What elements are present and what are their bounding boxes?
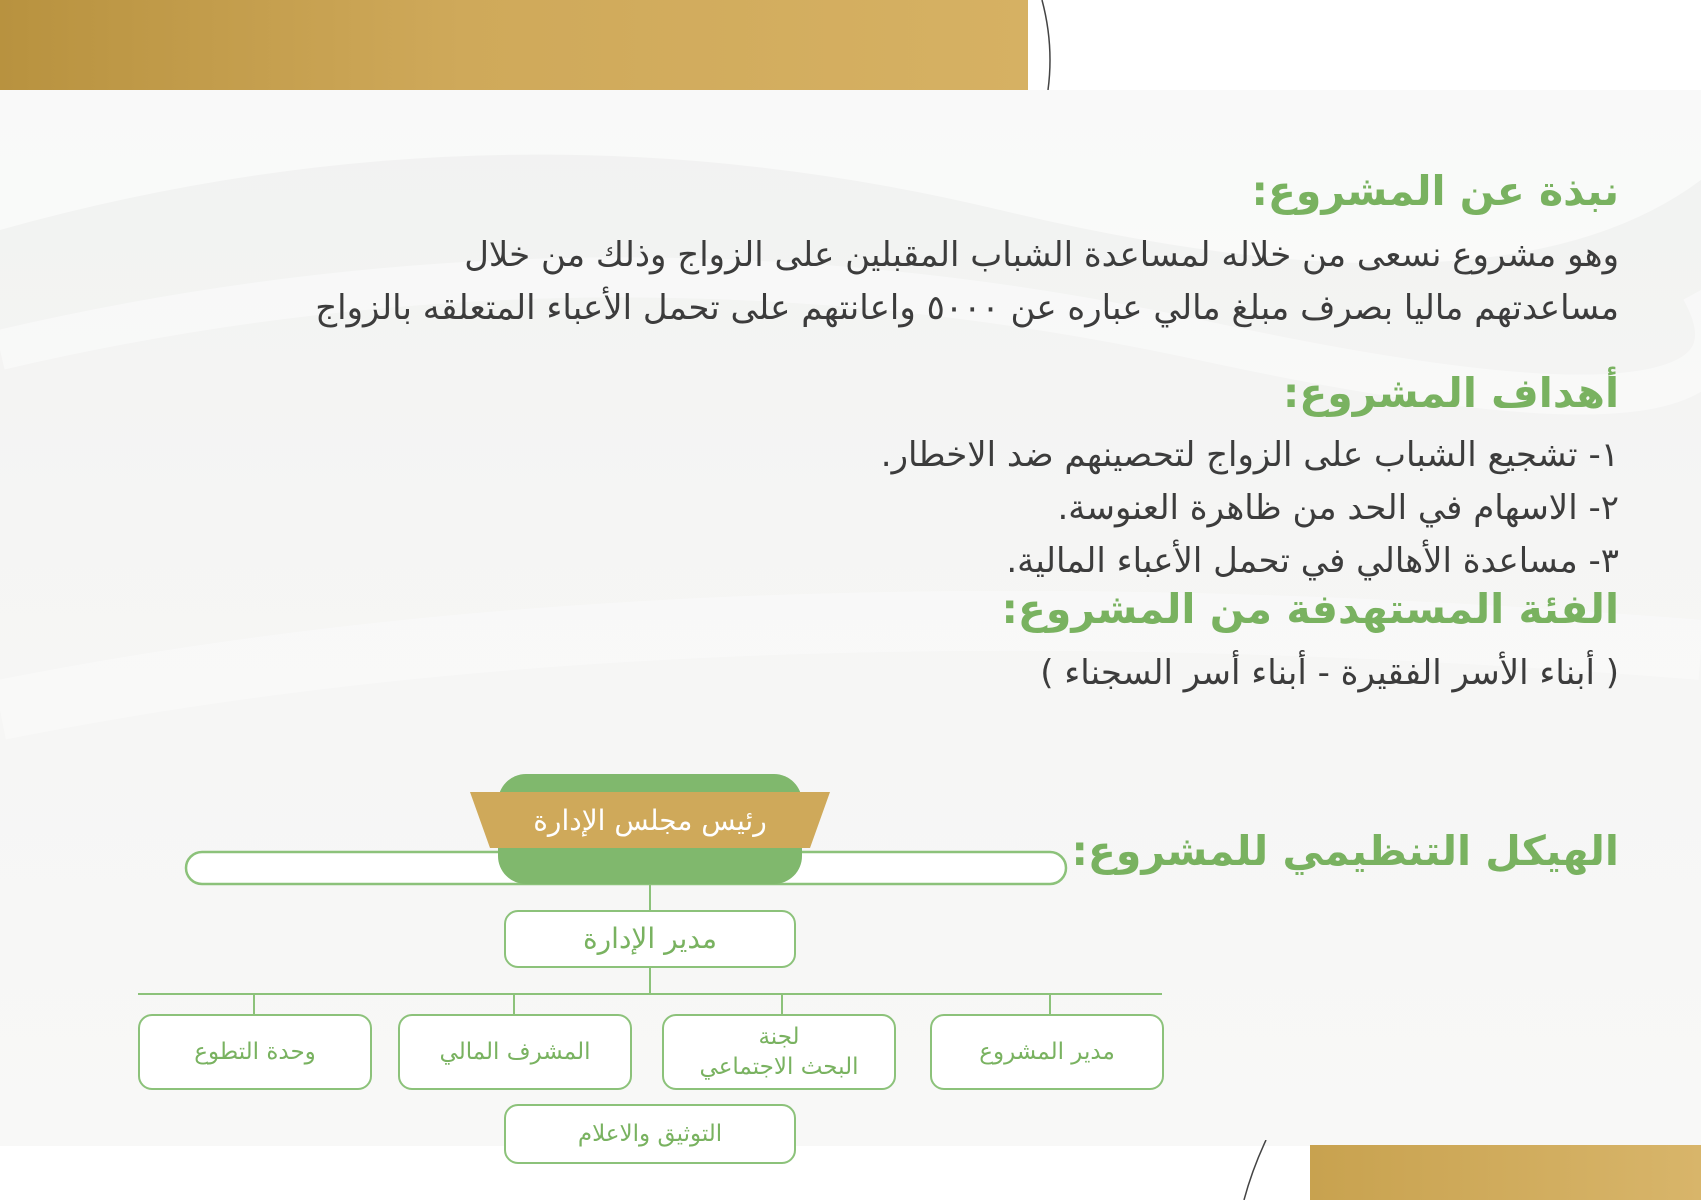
unit-node-financial-supervisor: المشرف المالي	[398, 1014, 632, 1090]
target-heading: الفئة المستهدفة من المشروع:	[1001, 585, 1619, 633]
org-chart	[130, 770, 1170, 1170]
structure-heading: الهيكل التنظيمي للمشروع:	[1071, 827, 1619, 875]
top-decorative-curve	[1040, 0, 1060, 90]
about-heading: نبذة عن المشروع:	[1251, 167, 1619, 215]
unit-node-volunteer: وحدة التطوع	[138, 1014, 372, 1090]
manager-node: مدير الإدارة	[504, 910, 796, 968]
media-node: التوثيق والاعلام	[504, 1104, 796, 1164]
goal-item: ٢- الاسهام في الحد من ظاهرة العنوسة.	[1057, 488, 1619, 528]
goals-list	[881, 429, 1619, 588]
about-paragraph	[99, 229, 1619, 335]
bottom-decorative-curve	[1230, 1140, 1270, 1200]
chair-label: رئيس مجلس الإدارة	[533, 803, 767, 837]
unit-node-social-research: لجنة البحث الاجتماعي	[662, 1014, 896, 1090]
unit-node-project-manager: مدير المشروع	[930, 1014, 1164, 1090]
target-text: ( أبناء الأسر الفقيرة - أبناء أسر السجناء )	[1040, 653, 1619, 693]
goal-item: ٣- مساعدة الأهالي في تحمل الأعباء المالية.	[1006, 541, 1619, 581]
top-gold-band	[0, 0, 1028, 90]
goals-heading: أهداف المشروع:	[1282, 369, 1619, 417]
about-line-2: مساعدتهم ماليا بصرف مبلغ مالي عباره عن ٥٠٠٠ واعانتهم على تحمل الأعباء المتعلقه بالزواج	[315, 288, 1619, 328]
bottom-gold-band	[1310, 1145, 1701, 1200]
goal-item: ١- تشجيع الشباب على الزواج لتحصينهم ضد الاخطار.	[880, 435, 1619, 475]
about-line-1: وهو مشروع نسعى من خلاله لمساعدة الشباب المقبلين على الزواج وذلك من خلال	[464, 235, 1619, 275]
